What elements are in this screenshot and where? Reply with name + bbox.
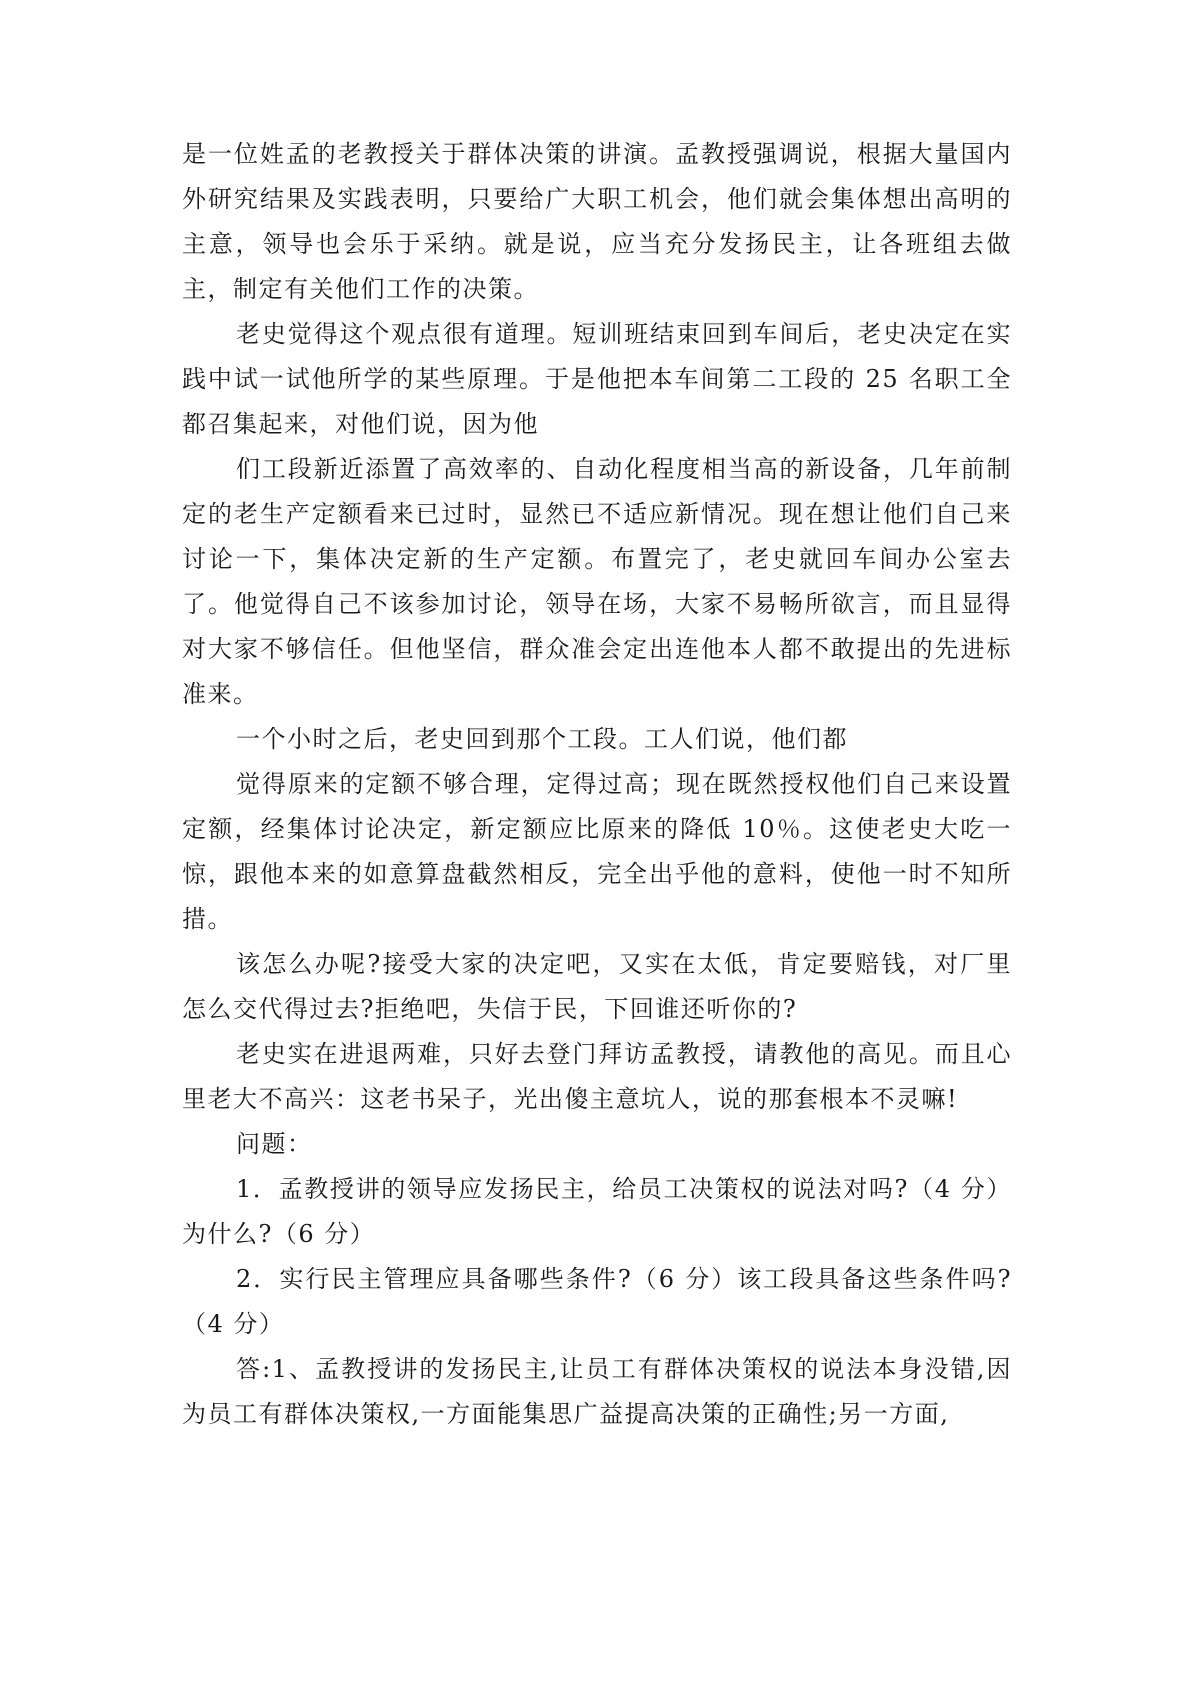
paragraph: 该怎么办呢?接受大家的决定吧，又实在太低，肯定要赔钱，对厂里怎么交代得过去?拒绝吧，失信于民，下回谁还听你的? [182,950,1012,1023]
paragraph: 觉得原来的定额不够合理，定得过高；现在既然授权他们自己来设置定额，经集体讨论决定，新定额应比原来的降低 10％。这使老史大吃一惊，跟他本来的如意算盘截然相反，完全出乎他的意料，使他一时不知所措。 [182,770,1012,933]
paragraph: 老史觉得这个观点很有道理。短训班结束回到车间后，老史决定在实践中试一试他所学的某些原理。于是他把本车间第二工段的 25 名职工全都召集起来，对他们说，因为他 [182,320,1012,438]
paragraph: 们工段新近添置了高效率的、自动化程度相当高的新设备，几年前制定的老生产定额看来已过时，显然已不适应新情况。现在想让他们自己来讨论一下，集体决定新的生产定额。布置完了，老史就回车间办公室去了。他觉得自己不该参加讨论，领导在场，大家不易畅所欲言，而且显得对大家不够信任。但他坚信，群众准会定出连他本人都不敢提出的先进标准来。 [182,455,1012,708]
paragraph: 是一位姓孟的老教授关于群体决策的讲演。孟教授强调说，根据大量国内外研究结果及实践表明，只要给广大职工机会，他们就会集体想出高明的主意，领导也会乐于采纳。就是说，应当充分发扬民主，让各班组去做主，制定有关他们工作的决策。 [182,140,1012,303]
answer-paragraph: 答:1、孟教授讲的发扬民主,让员工有群体决策权的说法本身没错,因为员工有群体决策权,一方面能集思广益提高决策的正确性;另一方面, [182,1355,1012,1428]
question-item: 1．孟教授讲的领导应发扬民主，给员工决策权的说法对吗?（4 分）为什么?（6 分） [182,1175,1012,1248]
paragraph: 一个小时之后，老史回到那个工段。工人们说，他们都 [236,725,848,753]
question-item: 2．实行民主管理应具备哪些条件?（6 分）该工段具备这些条件吗?（4 分） [182,1265,1012,1338]
paragraph: 老史实在进退两难，只好去登门拜访孟教授，请教他的高见。而且心里老大不高兴：这老书呆子，光出傻主意坑人，说的那套根本不灵嘛! [182,1040,1012,1113]
question-heading: 问题： [236,1130,313,1158]
document-body [182,132,1012,1437]
